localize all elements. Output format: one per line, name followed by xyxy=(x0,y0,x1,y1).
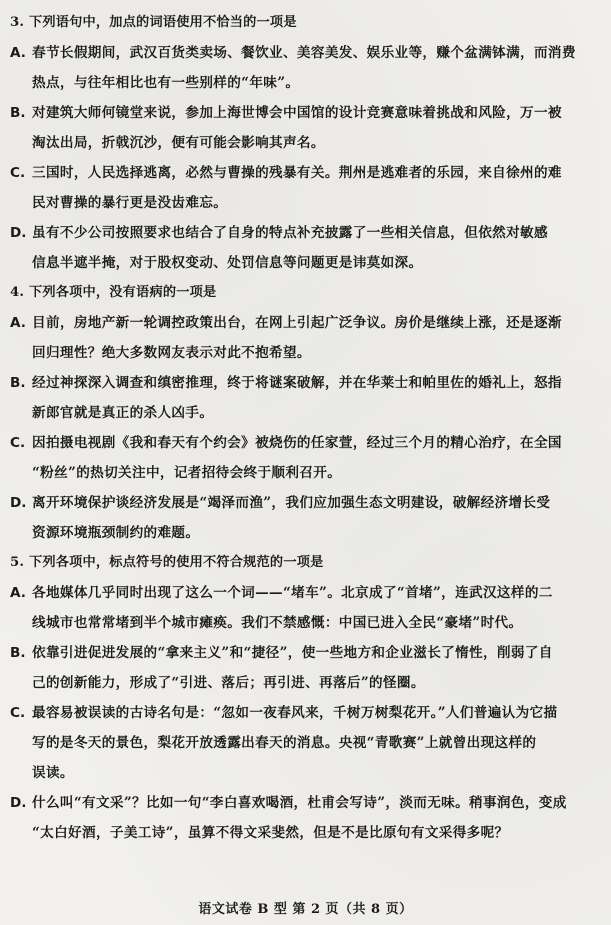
option-b xyxy=(10,98,595,158)
option-text-line: 信息半遮半掩，对于股权变动、处罚信息等问题更是讳莫如深。 xyxy=(32,255,423,271)
option-text-line: 什么叫“有文采”？比如一句“李白喜欢喝酒，杜甫会写诗”，淡而无味。稍事润色，变成 xyxy=(32,795,567,811)
option-b xyxy=(10,638,595,698)
option-text-line: 虽有不少公司按照要求也结合了自身的特点补充披露了一些相关信息，但依然对敏感 xyxy=(32,225,548,241)
option-letter: D. xyxy=(10,495,27,511)
option-text-line: 回归理性？绝大多数网友表示对此不抱希望。 xyxy=(32,345,311,361)
option-d xyxy=(10,218,595,278)
option-text-line: 资源环境瓶颈制约的难题。 xyxy=(32,525,200,541)
option-a xyxy=(10,578,595,638)
option-letter: B. xyxy=(10,105,26,121)
option-text-line: 新郎官就是真正的杀人凶手。 xyxy=(32,405,214,421)
option-letter: C. xyxy=(10,705,26,721)
option-text-line: 对建筑大师何镜堂来说，参加上海世博会中国馆的设计竞赛意味着挑战和风险，万一被 xyxy=(32,105,562,121)
option-c xyxy=(10,428,595,488)
option-letter: D. xyxy=(10,795,27,811)
option-text-line: 依靠引进促进发展的“拿来主义”和“捷径”，使一些地方和企业滋长了惰性，削弱了自 xyxy=(32,645,553,661)
question-stem: 3. 下列语句中，加点的词语使用不恰当的一项是 xyxy=(10,15,297,30)
question-5 xyxy=(10,548,595,848)
option-d xyxy=(10,488,595,548)
option-letter: C. xyxy=(10,435,26,451)
option-text-line: 民对曹操的暴行更是没齿难忘。 xyxy=(32,195,228,211)
option-text-line: 线城市也常常堵到半个城市瘫痪。我们不禁感慨：中国已进入全民“豪堵”时代。 xyxy=(32,615,523,631)
question-stem: 4. 下列各项中，没有语病的一项是 xyxy=(10,285,217,300)
option-text-line: 写的是冬天的景色，梨花开放透露出春天的消息。央视“青歌赛”上就曾出现这样的 xyxy=(32,735,537,751)
option-letter: A. xyxy=(10,315,26,331)
question-3 xyxy=(10,8,595,278)
option-text-line: “粉丝”的热切关注中，记者招待会终于顺利召开。 xyxy=(32,465,342,481)
option-text-line: 目前，房地产新一轮调控政策出台，在网上引起广泛争议。房价是继续上涨，还是逐渐 xyxy=(32,315,562,331)
option-text-line: 误读。 xyxy=(32,765,74,781)
option-text-line: 因拍摄电视剧《我和春天有个约会》被烧伤的任家萱，经过三个月的精心治疗，在全国 xyxy=(32,435,562,451)
option-a xyxy=(10,38,595,98)
option-text-line: 淘汰出局，折戟沉沙，便有可能会影响其声名。 xyxy=(32,135,325,151)
option-letter: B. xyxy=(10,375,26,391)
option-letter: D. xyxy=(10,225,27,241)
page-footer: 语文试卷 B 型 第 2 页（共 8 页） xyxy=(198,902,413,917)
option-c xyxy=(10,158,595,218)
option-a xyxy=(10,308,595,368)
option-text-line: 三国时，人民选择逃离，必然与曹操的残暴有关。荆州是逃难者的乐园，来自徐州的难 xyxy=(32,165,562,181)
option-text-line: 各地媒体几乎同时出现了这么一个词——“堵车”。北京成了“首堵”，连武汉这样的二 xyxy=(32,585,553,601)
option-b xyxy=(10,368,595,428)
option-text-line: 离开环境保护谈经济发展是“竭泽而渔”，我们应加强生态文明建设，破解经济增长受 xyxy=(32,495,551,511)
option-text-line: 己的创新能力，形成了“引进、落后；再引进、再落后”的怪圈。 xyxy=(32,675,425,691)
option-text-line: “太白好酒，子美工诗”，虽算不得文采斐然，但是不是比原句有文采得多呢？ xyxy=(32,825,509,841)
option-text-line: 最容易被误读的古诗名句是：“忽如一夜春风来，千树万树梨花开。”人们普遍认为它描 xyxy=(32,705,558,721)
option-letter: C. xyxy=(10,165,26,181)
option-c xyxy=(10,698,595,788)
option-letter: B. xyxy=(10,645,26,661)
option-letter: A. xyxy=(10,45,26,61)
question-stem: 5. 下列各项中，标点符号的使用不符合规范的一项是 xyxy=(10,555,324,570)
option-text-line: 春节长假期间，武汉百货类卖场、餐饮业、美容美发、娱乐业等，赚个盆满钵满，而消费 xyxy=(32,45,576,61)
option-text-line: 热点，与往年相比也有一些别样的“年味”。 xyxy=(32,75,300,91)
option-text-line: 经过神探深入调查和缜密推理，终于将谜案破解，并在华莱士和帕里佐的婚礼上，怒指 xyxy=(32,375,562,391)
option-letter: A. xyxy=(10,585,26,601)
option-d xyxy=(10,788,595,848)
question-4 xyxy=(10,278,595,548)
